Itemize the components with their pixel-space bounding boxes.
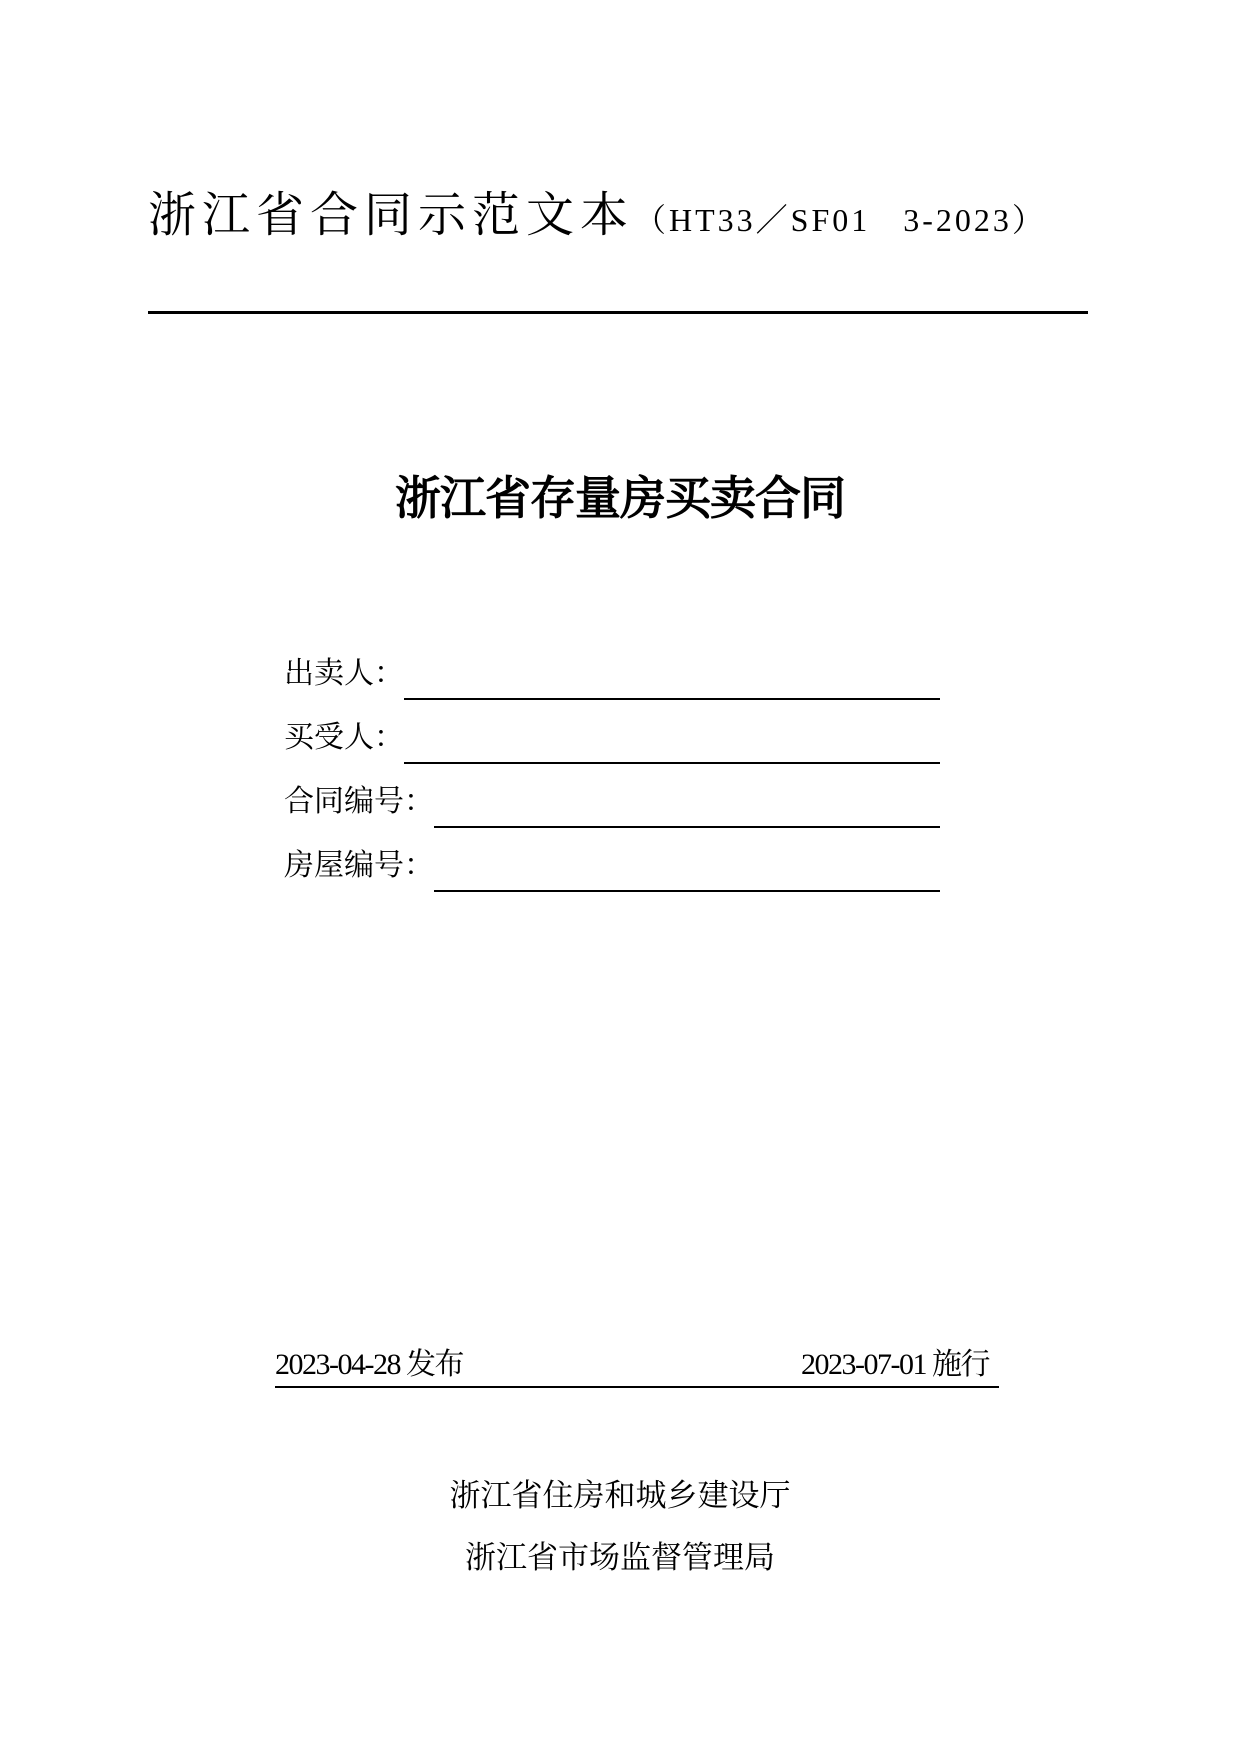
seller-label: 出卖人： xyxy=(284,656,404,691)
buyer-input-line[interactable] xyxy=(404,722,940,764)
series-title: 浙江省合同示范文本 xyxy=(148,187,635,243)
header-divider xyxy=(148,311,1088,314)
publish-date: 2023-04-28 发布 xyxy=(275,1348,463,1381)
buyer-field xyxy=(284,714,940,758)
issuer-market-regulation: 浙江省市场监督管理局 xyxy=(465,1540,775,1576)
seller-input-line[interactable] xyxy=(404,658,940,700)
contract-number-label: 合同编号： xyxy=(284,784,434,819)
dates-line xyxy=(275,1344,999,1388)
house-number-label: 房屋编号： xyxy=(284,848,434,883)
seller-field xyxy=(284,650,940,694)
contract-number-input-line[interactable] xyxy=(434,786,940,828)
issuer-housing-department: 浙江省住房和城乡建设厅 xyxy=(449,1478,791,1514)
series-header xyxy=(148,185,1088,245)
house-number-field xyxy=(284,842,940,886)
contract-number-field xyxy=(284,778,940,822)
effective-date: 2023-07-01 施行 xyxy=(801,1348,989,1381)
buyer-label: 买受人： xyxy=(284,720,404,755)
series-code: （HT33／SF01 3-2023） xyxy=(634,202,1047,238)
house-number-input-line[interactable] xyxy=(434,850,940,892)
document-title: 浙江省存量房买卖合同 xyxy=(395,471,845,525)
